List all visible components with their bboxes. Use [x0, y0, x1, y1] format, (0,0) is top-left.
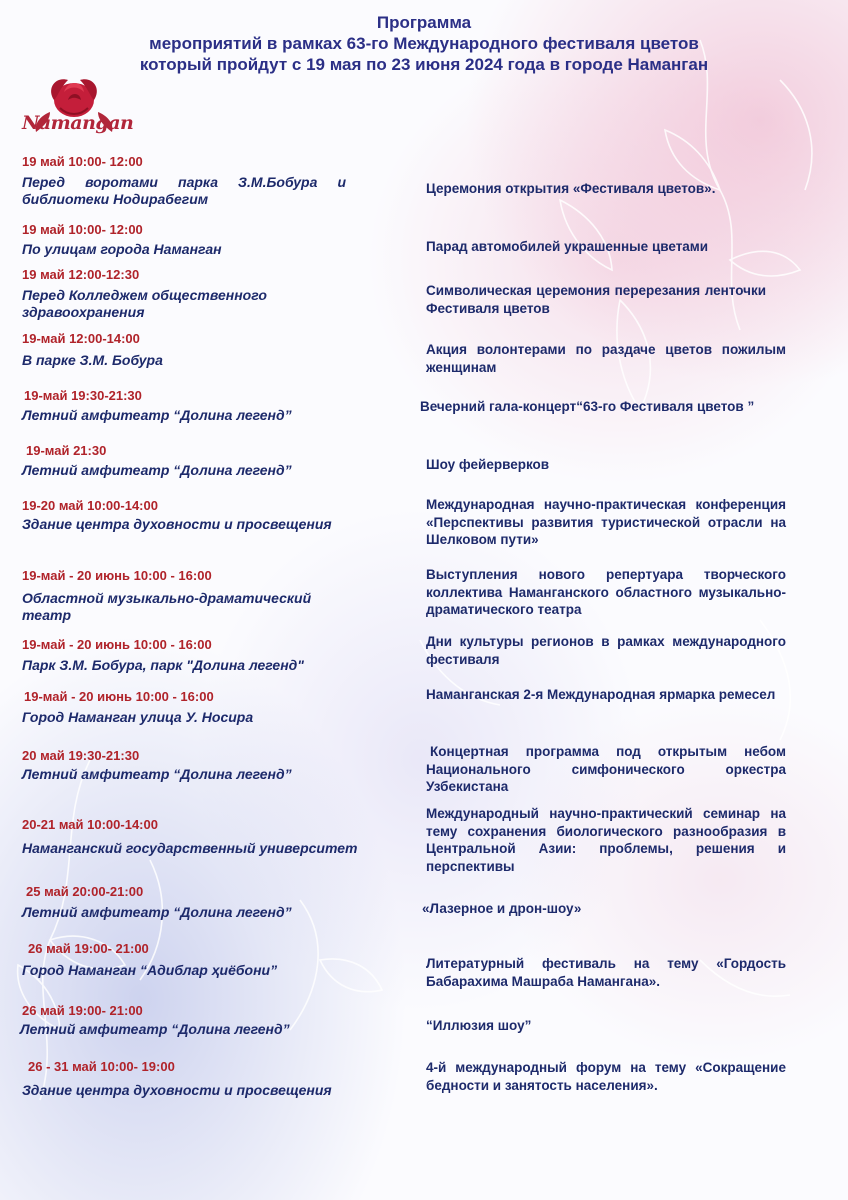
program-title — [60, 12, 788, 75]
event-7-date: 19-20 май 10:00-14:00 — [22, 498, 158, 513]
event-9-place: Парк З.М. Бобура, парк "Долина легенд" — [22, 657, 304, 673]
event-9-description: Дни культуры регионов в рамках международного фестиваля — [426, 634, 786, 667]
event-10-description: Наманганская 2-я Международная ярмарка ремесел — [426, 687, 776, 702]
event-7-description: Международная научно-практическая конференция «Перспективы развития туристической отрасли на Шелковом пути» — [426, 497, 786, 547]
event-14-place: Город Наманган “Адиблар ҳиёбони” — [22, 962, 278, 978]
event-11-description: Концертная программа под открытым небом Национального симфонического оркестра Узбекистана — [426, 744, 786, 794]
event-6-description: Шоу фейерверков — [426, 457, 550, 472]
event-15-description: “Иллюзия шоу” — [426, 1018, 532, 1033]
event-5-description: Вечерний гала-концерт“63-го Фестиваля цветов ” — [420, 399, 755, 414]
event-16-date: 26 - 31 май 10:00- 19:00 — [28, 1059, 175, 1074]
event-13-place: Летний амфитеатр “Долина легенд” — [22, 904, 292, 920]
event-15-place: Летний амфитеатр “Долина легенд” — [20, 1021, 290, 1037]
event-2-description: Парад автомобилей украшенные цветами — [426, 239, 709, 254]
event-16-description: 4-й международный форум на тему «Сокращение бедности и занятость населения». — [426, 1060, 786, 1093]
event-11-place: Летний амфитеатр “Долина легенд” — [22, 766, 292, 782]
logo-text: Namangan — [22, 112, 134, 134]
event-12-place: Наманганский государственный университет — [22, 840, 358, 856]
event-15-date: 26 май 19:00- 21:00 — [22, 1003, 143, 1018]
title-line-1: Программа — [376, 13, 472, 32]
event-8-description: Выступления нового репертуара творческого коллектива Наманганского областного музыкально-драматического театра — [426, 567, 786, 617]
event-4-description: Акция волонтерами по раздаче цветов пожилым женщинам — [426, 342, 786, 375]
event-5-place: Летний амфитеатр “Долина легенд” — [22, 407, 292, 423]
event-12-date: 20-21 май 10:00-14:00 — [22, 817, 158, 832]
event-3-date: 19 май 12:00-12:30 — [22, 267, 140, 282]
title-line-2: мероприятий в рамках 63-го Международного фестиваля цветов — [149, 34, 699, 53]
event-3-description: Символическая церемония перерезания ленточки Фестиваля цветов — [426, 283, 766, 316]
event-1-place: Перед воротами парка З.М.Бобура и библиотеки Нодирабегим — [22, 174, 346, 207]
event-5-date: 19-май 19:30-21:30 — [24, 388, 142, 403]
event-2-date: 19 май 10:00- 12:00 — [22, 222, 143, 237]
event-1-description: Церемония открытия «Фестиваля цветов». — [426, 181, 716, 196]
event-9-date: 19-май - 20 июнь 10:00 - 16:00 — [22, 637, 212, 652]
title-line-3: который пройдут с 19 мая по 23 июня 2024 года в городе Наманган — [139, 55, 709, 74]
event-7-place: Здание центра духовности и просвещения — [22, 516, 332, 532]
event-6-place: Летний амфитеатр “Долина легенд” — [22, 462, 292, 478]
event-16-place: Здание центра духовности и просвещения — [22, 1082, 332, 1098]
event-8-date: 19-май - 20 июнь 10:00 - 16:00 — [22, 568, 212, 583]
event-10-place: Город Наманган улица У. Носира — [22, 709, 254, 725]
event-14-description: Литературный фестиваль на тему «Гордость Бабарахима Машраба Наманганa». — [426, 956, 786, 989]
event-13-date: 25 май 20:00-21:00 — [26, 884, 144, 899]
event-1-date: 19 май 10:00- 12:00 — [22, 154, 143, 169]
event-14-date: 26 май 19:00- 21:00 — [28, 941, 149, 956]
event-2-place: По улицам города Наманган — [22, 241, 222, 257]
event-4-place: В парке З.М. Бобура — [22, 352, 163, 368]
event-3-place: Перед Колледжем общественного здравоохранения — [22, 287, 267, 320]
event-6-date: 19-май 21:30 — [26, 443, 107, 458]
event-8-place: Областной музыкально-драматический театр — [22, 590, 312, 623]
event-10-date: 19-май - 20 июнь 10:00 - 16:00 — [24, 689, 214, 704]
event-4-date: 19-май 12:00-14:00 — [22, 331, 140, 346]
event-11-date: 20 май 19:30-21:30 — [22, 748, 140, 763]
event-12-description: Международный научно-практический семинар на тему сохранения биологического разнообразия в Центральной Азии: проблемы, решения и перспективы — [426, 806, 786, 874]
event-13-description: «Лазерное и дрон-шоу» — [422, 901, 582, 916]
